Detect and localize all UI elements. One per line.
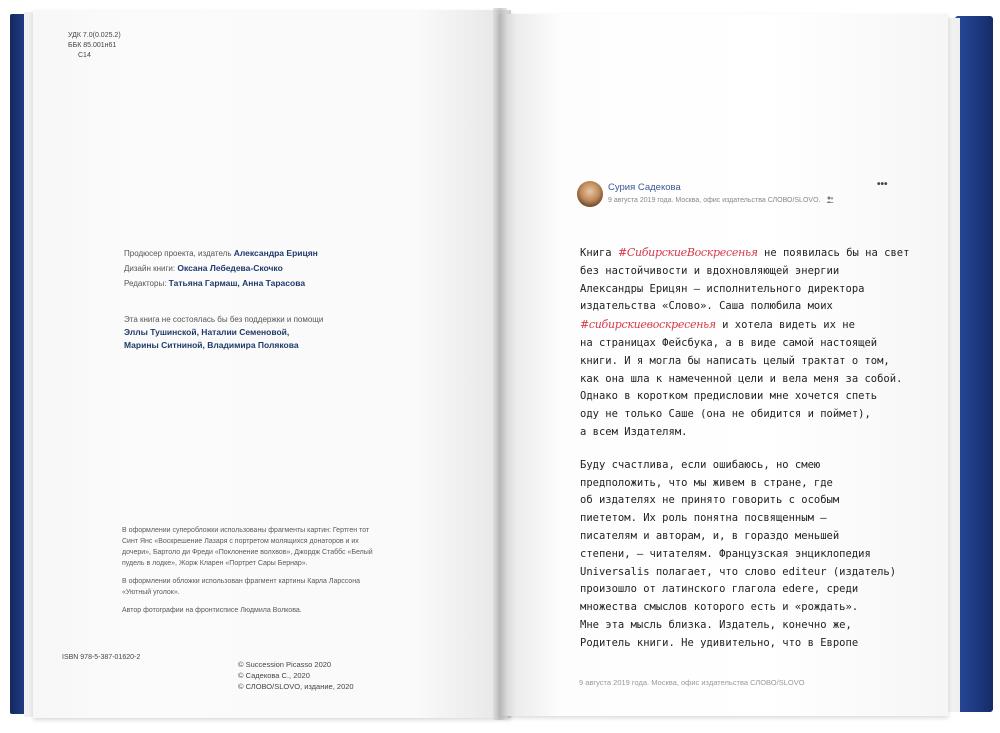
hashtag-link: #сибирскиевоскресенья <box>580 318 716 332</box>
post-header <box>577 181 897 211</box>
post-meta <box>608 196 834 204</box>
copyright-line: © Садекова С., 2020 <box>238 671 310 680</box>
body-line: пиететом. Их роль понятна посвященным — <box>580 512 827 525</box>
acknowledgements-intro: Эта книга не состоялась бы без поддержки и помощи <box>124 315 324 324</box>
body-line: предположить, что мы живем в стране, где <box>580 476 833 489</box>
credit-names: Оксана Лебедева-Скочко <box>177 263 283 273</box>
body-line: Мне эта мысль близка. Издатель, конечно же, <box>580 618 852 631</box>
body-line: Буду счастлива, если ошибаюсь, но смею <box>580 458 821 471</box>
page-footer-meta: 9 августа 2019 года. Москва, офис издательства СЛОВО/SLOVO <box>579 678 805 687</box>
body-line: без настойчивости и вдохновляющей энергии <box>580 264 840 277</box>
classification-codes <box>68 31 121 61</box>
credit-line-producer <box>124 246 318 261</box>
paragraph-gap <box>580 442 910 457</box>
copyright-line: © СЛОВО/SLOVO, издание, 2020 <box>238 682 354 691</box>
body-line: оду не только Саше (она не обидится и поймет), <box>580 408 871 421</box>
credit-line-editors <box>124 276 318 291</box>
post-body <box>580 244 910 653</box>
book-cover-right-edge <box>955 16 993 712</box>
body-text: и хотела видеть их не <box>715 319 855 332</box>
body-line: как она шла к намеченной цели и вела меня за собой. <box>580 372 903 385</box>
bbk-code: ББК 85.001н61 <box>68 42 117 49</box>
design-notes <box>122 525 382 623</box>
author-mark: С14 <box>78 52 91 59</box>
credit-line-design <box>124 261 318 276</box>
body-text: не появилась бы на свет <box>757 247 910 259</box>
design-note-cover: В оформлении обложки использован фрагмент картины Карла Ларссона «Уютный уголок». <box>122 578 360 596</box>
copyright-line: © Succession Picasso 2020 <box>238 660 332 669</box>
body-line: на страницах Фейсбука, а в виде самой настоящей <box>580 336 878 349</box>
body-line: книги. И я могла бы написать целый трактат о том, <box>580 354 890 367</box>
isbn: ISBN 978-5-387-01620-2 <box>62 654 141 661</box>
credit-role: Дизайн книги: <box>124 264 176 273</box>
body-line <box>580 316 910 335</box>
design-note-dustjacket: В оформлении суперобложки использованы фрагменты картин: Гертген тот Синт Янс «Воскрешение Лазаря с портретом молящихся донаторов и их дочери», Бартоло ди Фреди «Поклонение волхвов», Джордж Стаббс «Белый пудель в лодке», Жорж Кларен «Портрет Сары Бернар». <box>122 527 373 567</box>
credits-block <box>124 246 318 291</box>
body-line: произошло от латинского глагола edere, среди <box>580 583 859 596</box>
body-line: издательства «Слово». Саша полюбила моих <box>580 300 833 313</box>
post-date-location: 9 августа 2019 года. Москва, офис издательства СЛОВО/SLOVO. <box>608 197 821 204</box>
body-text: Книга <box>580 247 618 259</box>
post-author: Сурия Садекова <box>608 182 681 193</box>
body-line: об издателях не принято говорить с особым <box>580 494 840 507</box>
body-line <box>580 244 910 263</box>
design-note-photo: Автор фотографии на фронтисписе Людмила Волкова. <box>122 607 302 614</box>
credit-names: Татьяна Гармаш, Анна Тарасова <box>168 278 306 288</box>
body-line: а всем Издателям. <box>580 425 688 438</box>
credit-role: Редакторы: <box>124 279 167 288</box>
body-line: Александры Ерицян — исполнительного директора <box>580 282 865 295</box>
body-line: степени, — читателям. Французская энциклопедия <box>580 547 871 560</box>
acknowledgements-names-1: Эллы Тушинской, Наталии Семеновой, <box>124 327 290 337</box>
copyright-block <box>238 659 354 692</box>
body-line: Однако в коротком предисловии мне хочется спеть <box>580 390 878 403</box>
credit-role: Продюсер проекта, издатель <box>124 249 232 258</box>
avatar <box>577 181 603 207</box>
body-line: множества смыслов которого есть и «рождать». <box>580 601 859 614</box>
acknowledgements-names-2: Марины Ситниной, Владимира Полякова <box>124 340 299 350</box>
credit-names: Александра Ерицян <box>233 248 318 258</box>
book-gutter <box>493 8 507 720</box>
body-line: Universalis полагает, что слово editeur (издатель) <box>580 565 897 578</box>
body-line: писателям и авторам, и, в гораздо меньшей <box>580 529 840 542</box>
more-dots-icon: ••• <box>877 179 888 190</box>
acknowledgements <box>124 313 323 352</box>
hashtag-link: #СибирскиеВоскресенья <box>617 246 758 259</box>
udc-code: УДК 7.0(0.025.2) <box>68 32 121 39</box>
friends-icon <box>826 196 834 203</box>
body-line: Родитель книги. Не удивительно, что в Европе <box>580 636 859 649</box>
